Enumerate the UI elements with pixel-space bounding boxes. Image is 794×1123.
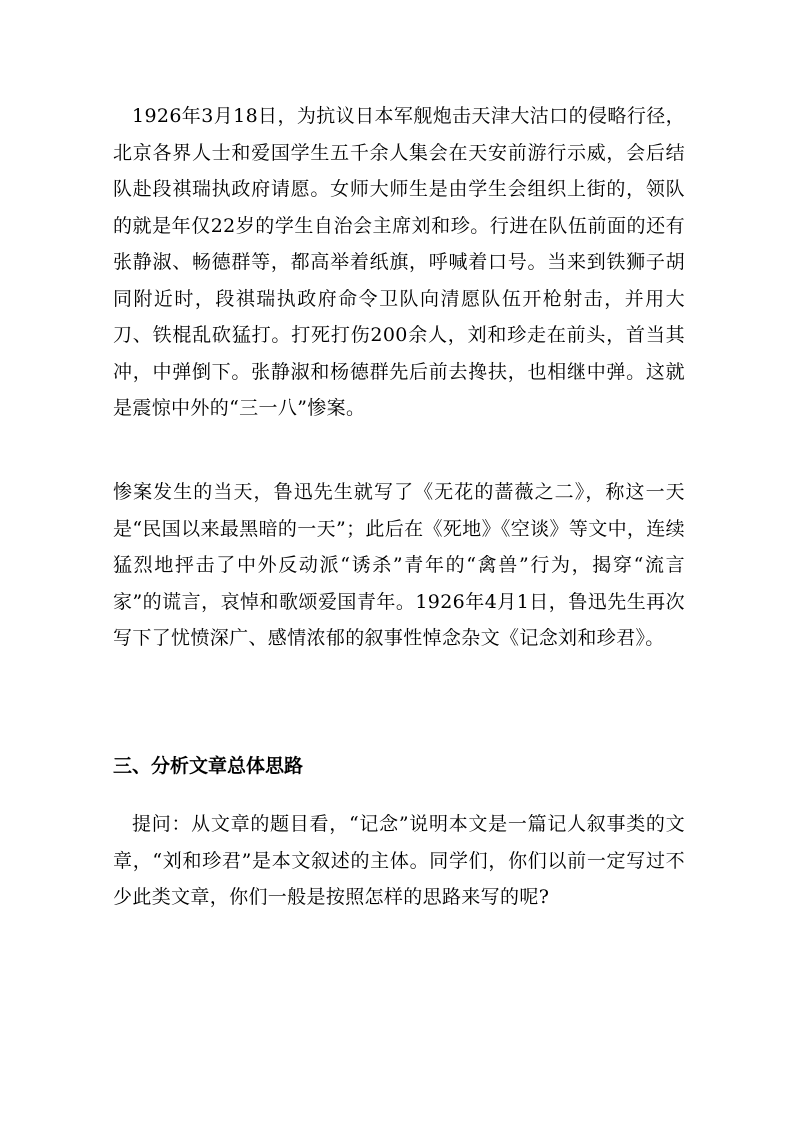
- paragraph-luxun-response: 惨案发生的当天，鲁迅先生就写了《无花的蔷薇之二》，称这一天是“民国以来最黑暗的一天”；此后在《死地》《空谈》等文中，连续猛烈地抨击了中外反动派“诱杀”青年的“禽兽”行为，揭穿“流言家”的谎言，哀悼和歌颂爱国青年。1926年4月1日，鲁迅先生再次写下了忧愤深广、感情浓郁的叙事性悼念杂文《记念刘和珍君》。: [113, 481, 685, 649]
- paragraph-question: 提问：从文章的题目看，“记念”说明本文是一篇记人叙事类的文章，“刘和珍君”是本文叙述的主体。同学们，你们以前一定写过不少此类文章，你们一般是按照怎样的思路来写的呢?: [113, 813, 685, 908]
- paragraph-background: 1926年3月18日，为抗议日本军舰炮击天津大沽口的侵略行径，北京各界人士和爱国学生五千余人集会在天安前游行示威，会后结队赴段祺瑞执政府请愿。女师大师生是由学生会组织上街的，领队的就是年仅22岁的学生自治会主席刘和珍。行进在队伍前面的还有张静淑、畅德群等，都高举着纸旗，呼喊着口号。当来到铁狮子胡同附近时，段祺瑞执政府命令卫队向清愿队伍开枪射击，并用大刀、铁棍乱砍猛打。打死打伤200余人，刘和珍走在前头，首当其冲，中弹倒下。张静淑和杨德群先后前去搀扶，也相继中弹。这就是震惊中外的“三一八”惨案。: [113, 105, 685, 419]
- section-heading: 三、分析文章总体思路: [113, 755, 304, 777]
